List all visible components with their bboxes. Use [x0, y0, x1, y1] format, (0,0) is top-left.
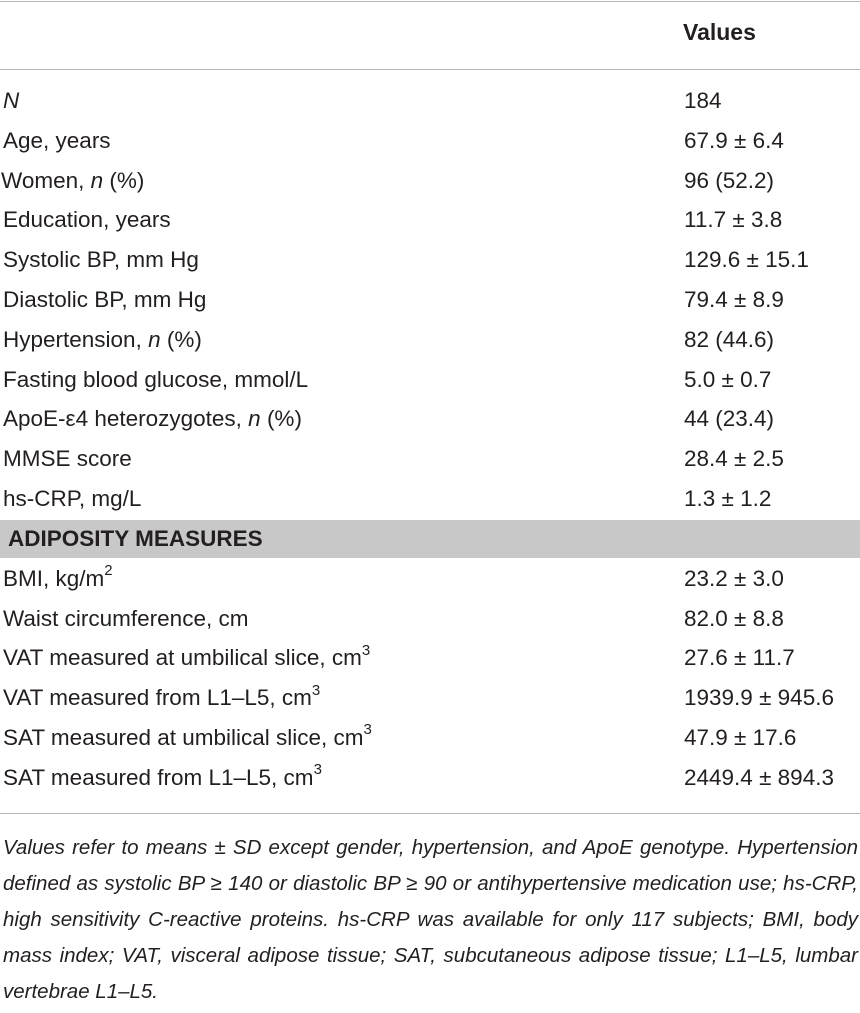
row-label: Diastolic BP, mm Hg	[3, 286, 207, 312]
row-label-text: ApoE-ε4 heterozygotes,	[3, 406, 249, 432]
row-value: 27.6 ± 11.7	[684, 645, 795, 671]
row-value: 1939.9 ± 945.6	[684, 685, 834, 711]
row-value: 67.9 ± 6.4	[684, 127, 784, 153]
table-row	[0, 479, 860, 519]
column-header-values: Values	[683, 19, 756, 45]
row-value: 28.4 ± 2.5	[684, 446, 784, 472]
row-label	[3, 399, 302, 439]
row-label-superscript: 3	[363, 721, 372, 739]
row-label-superscript: 3	[313, 761, 322, 779]
table-row	[0, 718, 860, 758]
table-row	[0, 599, 860, 639]
row-label	[3, 559, 113, 599]
row-label: Systolic BP, mm Hg	[3, 247, 199, 273]
row-label: Age, years	[3, 127, 111, 153]
row-label	[3, 599, 248, 639]
row-label	[3, 81, 19, 121]
row-value: 82.0 ± 8.8	[684, 605, 784, 631]
row-value: 44 (23.4)	[684, 406, 775, 432]
row-label-italic: n	[248, 406, 261, 432]
row-label-text: Hypertension,	[3, 326, 149, 352]
row-label-text: SAT measured from L1–L5, cm	[3, 764, 314, 790]
table-row	[0, 240, 860, 280]
row-label-suffix: (%)	[103, 167, 145, 193]
row-label: Education, years	[3, 207, 171, 233]
table-row	[0, 200, 860, 240]
row-label-superscript: 3	[361, 641, 371, 659]
row-value: 23.2 ± 3.0	[684, 565, 784, 591]
row-label: hs-CRP, mg/L	[3, 485, 142, 511]
row-value: 11.7 ± 3.8	[684, 207, 783, 233]
row-label-superscript: 2	[104, 562, 113, 580]
table-header-rule	[0, 69, 860, 70]
row-label-text: Women,	[1, 167, 91, 193]
row-value: 184	[684, 88, 722, 113]
row-label-text: VAT measured at umbilical slice, cm	[3, 645, 362, 671]
row-label	[3, 678, 320, 718]
table-row	[0, 559, 860, 599]
row-value: 1.3 ± 1.2	[684, 485, 772, 511]
row-value: 96 (52.2)	[684, 167, 775, 193]
table-row	[0, 280, 860, 320]
row-label	[3, 638, 370, 678]
row-label-text: Waist circumference, cm	[3, 605, 249, 631]
row-label-suffix: (%)	[160, 326, 202, 352]
row-value: 47.9 ± 17.6	[684, 724, 797, 750]
row-label-italic: n	[148, 326, 161, 352]
table-footnote: Values refer to means ± SD except gender, hypertension, and ApoE genotype. Hypertension defined as systolic BP ≥ 140 or diastolic BP ≥ 90 or antihypertensive medication use; hs-CRP, high sensitivity C-reactive proteins. hs-CRP was available for only 117 subjects; BMI, body mass index; VAT, visceral adipose tissue; SAT, subcutaneous adipose tissue; L1–L5, lumbar vertebrae L1–L5.	[3, 836, 858, 1003]
row-value: 129.6 ± 15.1	[684, 247, 809, 273]
table-row	[0, 399, 860, 439]
row-label-suffix: (%)	[260, 406, 302, 432]
table-row	[0, 638, 860, 678]
section-header-band	[0, 520, 860, 558]
table-body	[0, 81, 860, 798]
row-label: MMSE score	[3, 446, 132, 472]
row-label	[3, 758, 322, 798]
row-label	[3, 320, 202, 360]
row-label: Fasting blood glucose, mmol/L	[3, 366, 309, 392]
table-row	[0, 121, 860, 161]
row-value: 79.4 ± 8.9	[684, 286, 784, 312]
row-value: 82 (44.6)	[684, 326, 775, 352]
table-row	[0, 758, 860, 798]
row-label	[1, 161, 144, 201]
row-value: 2449.4 ± 894.3	[684, 764, 834, 790]
table-row	[0, 678, 860, 718]
row-label-italic: n	[90, 167, 104, 193]
section-title: ADIPOSITY MEASURES	[8, 525, 263, 551]
row-label-superscript: 3	[311, 681, 321, 699]
row-label-italic: N	[3, 88, 20, 113]
table-row	[0, 161, 860, 201]
table-row	[0, 360, 860, 400]
table-top-rule	[0, 1, 860, 2]
row-label-text: VAT measured from L1–L5, cm	[3, 685, 312, 711]
table-row	[0, 81, 860, 121]
table-row	[0, 320, 860, 360]
row-label	[3, 718, 372, 758]
table-bottom-rule	[0, 813, 860, 814]
row-value: 5.0 ± 0.7	[684, 366, 772, 392]
table-row	[0, 439, 860, 479]
row-label-text: SAT measured at umbilical slice, cm	[3, 724, 364, 750]
row-label-text: BMI, kg/m	[3, 565, 105, 591]
